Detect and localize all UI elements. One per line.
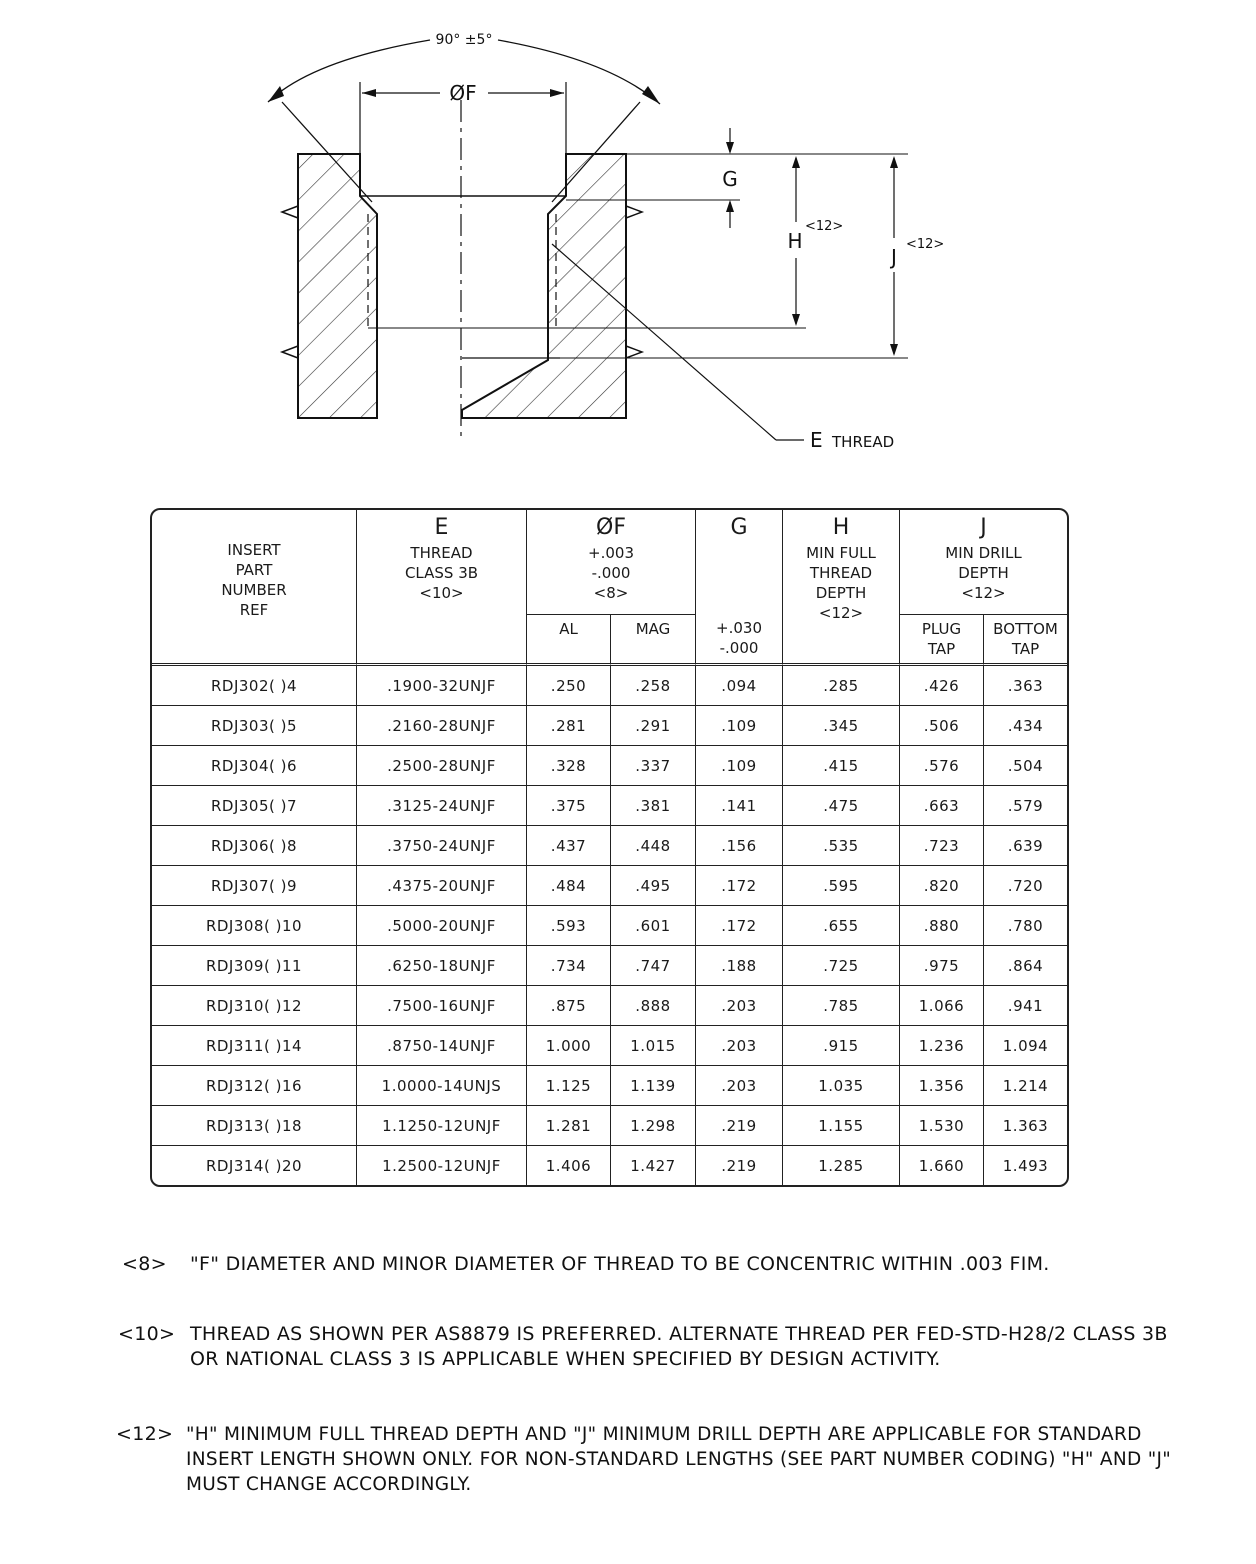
cell-g: .094 bbox=[696, 666, 783, 706]
cell-f-mag: .291 bbox=[611, 706, 696, 746]
header-part-number: INSERT PART NUMBER REF bbox=[152, 510, 357, 666]
cell-j-bottom-tap: .579 bbox=[984, 786, 1067, 826]
cell-h-thread-depth: .785 bbox=[783, 986, 900, 1026]
cell-part-number: RDJ310( )12 bbox=[152, 986, 357, 1026]
cell-j-plug-tap: .663 bbox=[900, 786, 984, 826]
cell-part-number: RDJ307( )9 bbox=[152, 866, 357, 906]
cell-g: .203 bbox=[696, 1026, 783, 1066]
header-f-diameter: ØF +.003 -.000 <8> bbox=[527, 510, 696, 615]
cell-f-mag: .495 bbox=[611, 866, 696, 906]
cell-part-number: RDJ303( )5 bbox=[152, 706, 357, 746]
table-row bbox=[152, 1106, 1067, 1146]
note-text: "F" DIAMETER AND MINOR DIAMETER OF THREAD TO BE CONCENTRIC WITHIN .003 FIM. bbox=[190, 1253, 1050, 1275]
cell-j-plug-tap: 1.356 bbox=[900, 1066, 984, 1106]
cell-h-thread-depth: .285 bbox=[783, 666, 900, 706]
cell-f-al: 1.125 bbox=[527, 1066, 611, 1106]
cell-g: .141 bbox=[696, 786, 783, 826]
cell-part-number: RDJ302( )4 bbox=[152, 666, 357, 706]
cell-part-number: RDJ305( )7 bbox=[152, 786, 357, 826]
cell-h-thread-depth: 1.155 bbox=[783, 1106, 900, 1146]
table-row bbox=[152, 1146, 1067, 1185]
cell-e-thread: .3750-24UNJF bbox=[357, 826, 527, 866]
cell-j-bottom-tap: 1.094 bbox=[984, 1026, 1067, 1066]
cell-f-mag: 1.298 bbox=[611, 1106, 696, 1146]
cell-h-thread-depth: .725 bbox=[783, 946, 900, 986]
table-row bbox=[152, 946, 1067, 986]
cell-f-al: .375 bbox=[527, 786, 611, 826]
table-row bbox=[152, 706, 1067, 746]
cell-f-al: .593 bbox=[527, 906, 611, 946]
insert-section-drawing bbox=[0, 0, 1256, 500]
note-text: THREAD AS SHOWN PER AS8879 IS PREFERRED. ALTERNATE THREAD PER FED-STD-H28/2 CLASS 3B OR NATIONAL CLASS 3 IS APPLICABLE WHEN SPECIFIED BY DESIGN ACTIVITY. bbox=[190, 1323, 1168, 1370]
cell-j-bottom-tap: .639 bbox=[984, 826, 1067, 866]
cell-f-al: .328 bbox=[527, 746, 611, 786]
header-e-thread: E THREAD CLASS 3B <10> bbox=[357, 510, 527, 666]
cell-j-bottom-tap: .864 bbox=[984, 946, 1067, 986]
cell-g: .203 bbox=[696, 986, 783, 1026]
note-12 bbox=[116, 1422, 1196, 1502]
dim-f-label: ØF bbox=[449, 81, 477, 105]
cell-j-plug-tap: 1.530 bbox=[900, 1106, 984, 1146]
cell-f-al: 1.281 bbox=[527, 1106, 611, 1146]
header-j-drill-depth: J MIN DRILL DEPTH <12> bbox=[900, 510, 1067, 615]
cell-j-plug-tap: .723 bbox=[900, 826, 984, 866]
callout-e-letter: E bbox=[810, 428, 823, 452]
table-row bbox=[152, 826, 1067, 866]
note-8 bbox=[122, 1252, 1172, 1282]
cell-j-plug-tap: 1.660 bbox=[900, 1146, 984, 1185]
cell-f-mag: .601 bbox=[611, 906, 696, 946]
cell-f-mag: 1.427 bbox=[611, 1146, 696, 1185]
cell-j-bottom-tap: .504 bbox=[984, 746, 1067, 786]
cell-g: .109 bbox=[696, 746, 783, 786]
cell-part-number: RDJ312( )16 bbox=[152, 1066, 357, 1106]
cell-part-number: RDJ311( )14 bbox=[152, 1026, 357, 1066]
cell-h-thread-depth: 1.285 bbox=[783, 1146, 900, 1185]
cell-e-thread: .2500-28UNJF bbox=[357, 746, 527, 786]
cell-g: .156 bbox=[696, 826, 783, 866]
cell-part-number: RDJ306( )8 bbox=[152, 826, 357, 866]
cell-f-al: .875 bbox=[527, 986, 611, 1026]
cell-e-thread: .2160-28UNJF bbox=[357, 706, 527, 746]
table-row bbox=[152, 986, 1067, 1026]
cell-j-bottom-tap: .720 bbox=[984, 866, 1067, 906]
cell-f-al: 1.406 bbox=[527, 1146, 611, 1185]
cell-f-al: .437 bbox=[527, 826, 611, 866]
cell-f-mag: 1.139 bbox=[611, 1066, 696, 1106]
cell-f-al: .484 bbox=[527, 866, 611, 906]
cell-f-mag: 1.015 bbox=[611, 1026, 696, 1066]
cell-part-number: RDJ314( )20 bbox=[152, 1146, 357, 1185]
header-f-al: AL bbox=[527, 615, 611, 666]
dimension-table bbox=[150, 508, 1069, 1187]
header-j-plug-tap: PLUG TAP bbox=[900, 615, 984, 666]
cell-f-al: 1.000 bbox=[527, 1026, 611, 1066]
cell-f-mag: .337 bbox=[611, 746, 696, 786]
note-text: "H" MINIMUM FULL THREAD DEPTH AND "J" MINIMUM DRILL DEPTH ARE APPLICABLE FOR STANDARD INSERT LENGTH SHOWN ONLY. FOR NON-STANDARD LENGTHS (SEE PART NUMBER CODING) "H" AND "J" MUST CHANGE ACCORDINGLY. bbox=[186, 1424, 1172, 1495]
right-wall-section bbox=[462, 154, 626, 418]
cell-part-number: RDJ313( )18 bbox=[152, 1106, 357, 1146]
header-f-mag: MAG bbox=[611, 615, 696, 666]
cell-j-plug-tap: 1.236 bbox=[900, 1026, 984, 1066]
note-10 bbox=[118, 1322, 1168, 1378]
cell-g: .172 bbox=[696, 866, 783, 906]
note-ref: <8> bbox=[122, 1253, 167, 1275]
cell-g: .219 bbox=[696, 1146, 783, 1185]
cell-g: .172 bbox=[696, 906, 783, 946]
dim-j-ref: <12> bbox=[906, 237, 945, 252]
cell-j-bottom-tap: 1.493 bbox=[1002, 1156, 1049, 1175]
cell-f-mag: .888 bbox=[611, 986, 696, 1026]
cell-h-thread-depth: .535 bbox=[783, 826, 900, 866]
cell-part-number: RDJ309( )11 bbox=[152, 946, 357, 986]
table-row bbox=[152, 746, 1067, 786]
table-row bbox=[152, 906, 1067, 946]
cell-e-thread: 1.2500-12UNJF bbox=[357, 1146, 527, 1185]
note-ref: <10> bbox=[118, 1323, 176, 1345]
table-row bbox=[152, 1066, 1067, 1106]
cell-f-mag: .258 bbox=[611, 666, 696, 706]
note-ref: <12> bbox=[116, 1423, 174, 1445]
cell-j-bottom-tap: .780 bbox=[984, 906, 1067, 946]
cell-g: .188 bbox=[696, 946, 783, 986]
cell-g: .203 bbox=[696, 1066, 783, 1106]
cell-f-mag: .448 bbox=[611, 826, 696, 866]
cell-e-thread: .3125-24UNJF bbox=[357, 786, 527, 826]
cell-h-thread-depth: 1.035 bbox=[783, 1066, 900, 1106]
callout-e-word: THREAD bbox=[832, 433, 895, 451]
cell-e-thread: .5000-20UNJF bbox=[357, 906, 527, 946]
dim-j-label: J bbox=[891, 245, 897, 269]
cell-e-thread: .4375-20UNJF bbox=[357, 866, 527, 906]
header-h-thread-depth: H MIN FULL THREAD DEPTH <12> bbox=[783, 510, 900, 666]
cell-j-bottom-tap: 1.214 bbox=[984, 1066, 1067, 1106]
cell-e-thread: .1900-32UNJF bbox=[357, 666, 527, 706]
cell-j-plug-tap: 1.066 bbox=[900, 986, 984, 1026]
cell-e-thread: .6250-18UNJF bbox=[357, 946, 527, 986]
angle-label: 90° ±5° bbox=[435, 32, 493, 48]
cell-j-bottom-tap: .363 bbox=[984, 666, 1067, 706]
cell-h-thread-depth: .595 bbox=[783, 866, 900, 906]
header-g: G +.030 -.000 bbox=[696, 510, 783, 666]
cell-e-thread: .7500-16UNJF bbox=[357, 986, 527, 1026]
cell-j-plug-tap: .576 bbox=[900, 746, 984, 786]
cell-g: .109 bbox=[696, 706, 783, 746]
cell-j-plug-tap: .975 bbox=[900, 946, 984, 986]
table-row bbox=[152, 866, 1067, 906]
cell-f-mag: .747 bbox=[611, 946, 696, 986]
cell-g: .219 bbox=[696, 1106, 783, 1146]
cell-f-al: .734 bbox=[527, 946, 611, 986]
cell-part-number: RDJ304( )6 bbox=[152, 746, 357, 786]
cell-e-thread: 1.1250-12UNJF bbox=[357, 1106, 527, 1146]
cell-h-thread-depth: .915 bbox=[783, 1026, 900, 1066]
cell-e-thread: .8750-14UNJF bbox=[357, 1026, 527, 1066]
cell-j-plug-tap: .880 bbox=[900, 906, 984, 946]
cell-f-al: .250 bbox=[527, 666, 611, 706]
cell-j-bottom-tap: .434 bbox=[984, 706, 1067, 746]
cell-h-thread-depth: .345 bbox=[783, 706, 900, 746]
dim-h-label: H bbox=[787, 229, 803, 253]
cell-f-mag: .381 bbox=[611, 786, 696, 826]
dim-g-label: G bbox=[722, 167, 738, 191]
cell-j-plug-tap: .426 bbox=[900, 666, 984, 706]
cell-h-thread-depth: .415 bbox=[783, 746, 900, 786]
cell-e-thread: 1.0000-14UNJS bbox=[357, 1066, 527, 1106]
cell-h-thread-depth: .475 bbox=[783, 786, 900, 826]
cell-h-thread-depth: .655 bbox=[783, 906, 900, 946]
cell-part-number: RDJ308( )10 bbox=[152, 906, 357, 946]
dim-h-ref: <12> bbox=[805, 219, 844, 234]
cell-j-bottom-tap: 1.363 bbox=[984, 1106, 1067, 1146]
cell-f-al: .281 bbox=[527, 706, 611, 746]
cell-j-bottom-tap: .941 bbox=[984, 986, 1067, 1026]
table-row bbox=[152, 1026, 1067, 1066]
cell-j-plug-tap: .820 bbox=[900, 866, 984, 906]
header-j-bottom-tap: BOTTOM TAP bbox=[984, 615, 1067, 666]
cell-j-plug-tap: .506 bbox=[900, 706, 984, 746]
table-row bbox=[152, 666, 1067, 706]
table-row bbox=[152, 786, 1067, 826]
